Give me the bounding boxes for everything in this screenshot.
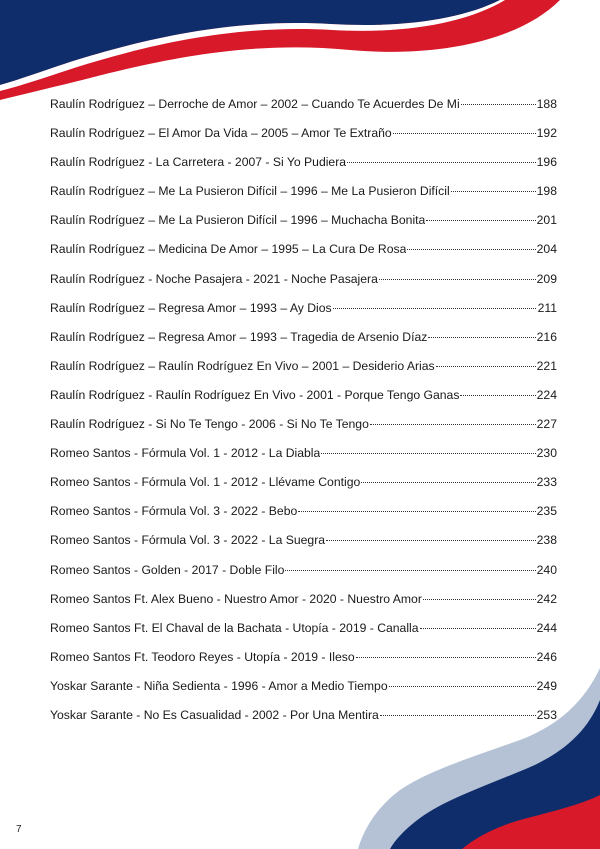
toc-entry-page: 209 [536,271,557,286]
toc-entry-page: 230 [536,446,557,461]
toc-entry[interactable] [50,504,557,533]
dot-leader [428,337,535,338]
toc-entry-page: 224 [536,387,557,402]
toc-entry-page: 216 [536,329,557,344]
toc-entry-page: 221 [536,358,557,373]
toc-entry[interactable] [50,621,557,650]
toc-entry-title: Raulín Rodríguez – Me La Pusieron Difícil – 1996 – Me La Pusieron Difícil [50,184,450,199]
toc-entry[interactable] [50,446,557,475]
toc-entry-title: Raulín Rodríguez – Regresa Amor – 1993 – Tragedia de Arsenio Díaz [50,329,428,344]
dot-leader [298,511,535,512]
toc-entry[interactable] [50,126,557,155]
toc-entry-title: Romeo Santos - Fórmula Vol. 1 - 2012 - Llévame Contigo [50,475,361,490]
toc-entry-title: Yoskar Sarante - No Es Casualidad - 2002 - Por Una Mentira [50,707,379,722]
toc-entry-page: 240 [536,562,557,577]
toc-entry[interactable] [50,592,557,621]
toc-entry[interactable] [50,97,557,126]
toc-entry-title: Raulín Rodríguez – Regresa Amor – 1993 – Ay Dios [50,300,332,315]
toc-entry-page: 253 [536,707,557,722]
toc-entry-title: Raulín Rodríguez - Noche Pasajera - 2021 - Noche Pasajera [50,271,378,286]
toc-entry-title: Raulín Rodríguez – Derroche de Amor – 2002 – Cuando Te Acuerdes De Mi [50,97,460,111]
toc-entry[interactable] [50,272,557,301]
toc-entry-page: 242 [536,591,557,606]
toc-entry[interactable] [50,563,557,592]
toc-entry[interactable] [50,417,557,446]
toc-entry-page: 192 [536,126,557,141]
toc-entry[interactable] [50,708,557,737]
toc-entry-page: 196 [536,155,557,170]
dot-leader [285,570,535,571]
toc-entry-title: Raulín Rodríguez – Medicina De Amor – 1995 – La Cura De Rosa [50,242,407,257]
toc-entry-title: Romeo Santos - Fórmula Vol. 1 - 2012 - La Diabla [50,446,321,461]
dot-leader [380,715,536,716]
table-of-contents [50,97,557,737]
dot-leader [460,395,535,396]
toc-entry-title: Romeo Santos - Fórmula Vol. 3 - 2022 - La Suegra [50,533,326,548]
toc-entry-title: Romeo Santos Ft. Teodoro Reyes - Utopía - 2019 - Ileso [50,649,355,664]
toc-entry-title: Yoskar Sarante - Niña Sedienta - 1996 - Amor a Medio Tiempo [50,678,388,693]
toc-entry-title: Raulín Rodríguez – Me La Pusieron Difícil – 1996 – Muchacha Bonita [50,213,426,228]
toc-entry[interactable] [50,184,557,213]
toc-entry[interactable] [50,155,557,184]
toc-entry-title: Raulín Rodríguez - Si No Te Tengo - 2006 - Si No Te Tengo [50,417,369,432]
toc-entry-title: Raulín Rodríguez – Raulín Rodríguez En Vivo – 2001 – Desiderio Arias [50,358,435,373]
toc-entry[interactable] [50,242,557,271]
toc-entry-page: 233 [536,475,557,490]
toc-entry-page: 246 [536,649,557,664]
page-number: 7 [16,824,22,835]
dot-leader [370,424,536,425]
toc-entry-title: Raulín Rodríguez – El Amor Da Vida – 2005 – Amor Te Extraño [50,126,392,141]
dot-leader [356,657,536,658]
dot-leader [361,482,535,483]
toc-entry[interactable] [50,533,557,562]
toc-entry[interactable] [50,650,557,679]
toc-entry[interactable] [50,388,557,417]
toc-entry[interactable] [50,359,557,388]
toc-entry[interactable] [50,301,557,330]
toc-entry-page: 227 [536,417,557,432]
toc-entry-page: 204 [536,242,557,257]
toc-entry-title: Romeo Santos Ft. Alex Bueno - Nuestro Amor - 2020 - Nuestro Amor [50,591,422,606]
dot-leader [407,249,535,250]
toc-entry[interactable] [50,475,557,504]
dot-leader [326,540,536,541]
dot-leader [426,220,535,221]
dot-leader [333,308,536,309]
toc-entry-title: Romeo Santos - Fórmula Vol. 3 - 2022 - Bebo [50,504,298,519]
toc-entry-title: Raulín Rodríguez - Raulín Rodríguez En Vivo - 2001 - Porque Tengo Ganas [50,387,460,402]
dot-leader [379,279,536,280]
dot-leader [436,366,536,367]
toc-entry-page: 201 [536,213,557,228]
toc-entry-title: Raulín Rodríguez - La Carretera - 2007 - Si Yo Pudiera [50,155,347,170]
toc-entry-page: 211 [537,300,557,315]
toc-entry[interactable] [50,679,557,708]
toc-entry-page: 249 [536,678,557,693]
toc-entry-page: 198 [536,184,557,199]
toc-entry[interactable] [50,213,557,242]
dot-leader [423,599,536,600]
toc-entry-page: 188 [536,97,557,111]
dot-leader [347,162,536,163]
dot-leader [461,104,536,105]
toc-entry-page: 238 [536,533,557,548]
toc-entry-page: 244 [536,620,557,635]
dot-leader [451,191,536,192]
toc-entry-title: Romeo Santos - Golden - 2017 - Doble Filo [50,562,285,577]
dot-leader [321,453,535,454]
dot-leader [389,686,536,687]
toc-entry[interactable] [50,330,557,359]
dot-leader [420,628,536,629]
toc-entry-page: 235 [536,504,557,519]
dot-leader [393,133,536,134]
toc-entry-title: Romeo Santos Ft. El Chaval de la Bachata - Utopía - 2019 - Canalla [50,620,419,635]
